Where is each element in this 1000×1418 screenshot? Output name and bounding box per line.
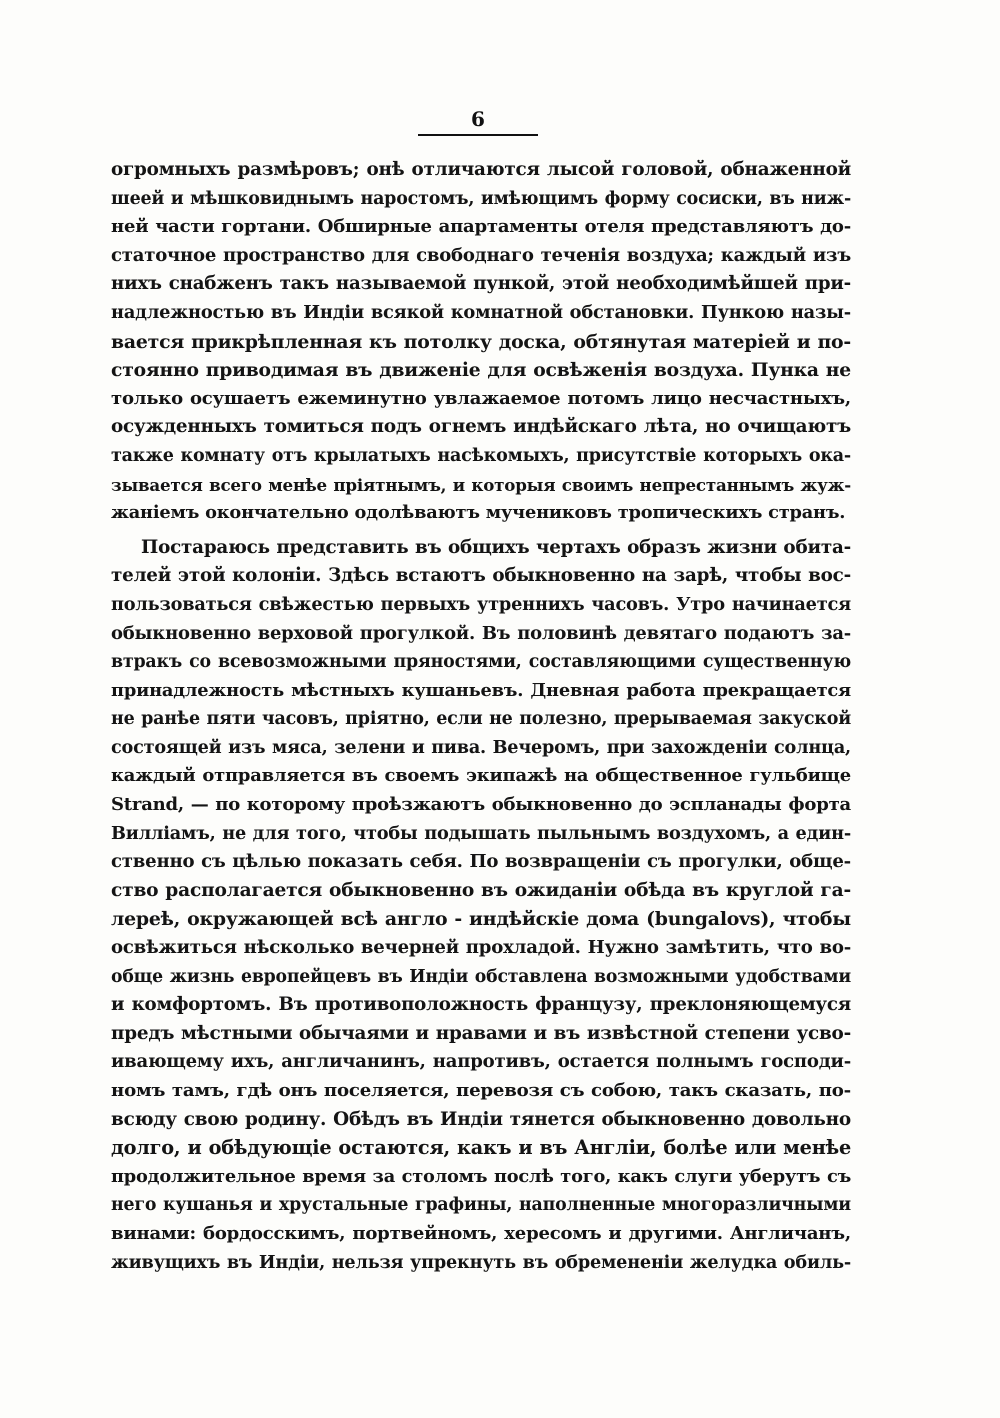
text-line: ивающему ихъ, англичанинъ, напротивъ, остается полнымъ господи- — [111, 1051, 851, 1073]
text-line: винами: бордосскимъ, портвейномъ, хересомъ и другими. Англичанъ, — [111, 1222, 851, 1244]
text-line: пользоваться свѣжестью первыхъ утреннихъ часовъ. Утро начинается — [111, 593, 851, 615]
text-line: освѣжиться нѣсколько вечерней прохладой. Нужно замѣтить, что во- — [111, 937, 851, 959]
text-line: жаніемъ окончательно одолѣваютъ мучениковъ тропическихъ странъ. — [111, 502, 846, 524]
paragraph-2 — [111, 534, 851, 1277]
text-line: огромныхъ размѣровъ; онѣ отличаются лысой головой, обнаженной — [111, 159, 851, 180]
text-line: и комфортомъ. Въ противоположность французу, преклоняющемуся — [111, 994, 851, 1016]
body-text — [111, 156, 851, 1277]
text-line: обще жизнь европейцевъ въ Индіи обставлена возможными удобствами — [111, 966, 851, 987]
text-line: обыкновенно верховой прогулкой. Въ половинѣ девятаго подаютъ за- — [111, 622, 851, 644]
text-line: статочное пространство для свободнаго теченія воздуха; каждый изъ — [111, 244, 851, 266]
text-line: только осушаетъ ежеминутно увлажаемое потомъ лицо несчастныхъ, — [111, 387, 851, 409]
header-rule — [418, 134, 538, 136]
text-line: номъ тамъ, гдѣ онъ поселяется, перевозя съ собою, такъ сказать, по- — [111, 1080, 851, 1101]
text-line: каждый отправляется въ своемъ экипажѣ на общественное гульбище — [111, 765, 851, 787]
text-line: лереѣ, окружающей всѣ англо - индѣйскіе дома (bungalovs), чтобы — [111, 908, 851, 931]
text-line: осужденныхъ томиться подъ огнемъ индѣйскаго лѣта, но очищаютъ — [111, 416, 851, 438]
text-line: нихъ снабженъ такъ называемой пункой, этой необходимѣйшей при- — [111, 273, 851, 295]
text-line: стоянно приводимая въ движеніе для освѣженія воздуха. Пунка не — [111, 359, 851, 382]
text-line: шеей и мѣшковиднымъ наростомъ, имѣющимъ форму сосиски, въ ниж- — [111, 188, 851, 209]
text-line: него кушанья и хрустальные графины, наполненные многоразличными — [111, 1195, 851, 1216]
page-number: 6 — [471, 107, 485, 131]
text-line: всюду свою родину. Обѣдъ въ Индіи тянется обыкновенно довольно — [111, 1108, 851, 1130]
text-line: состоящей изъ мяса, зелени и пива. Вечеромъ, при захожденіи солнца, — [111, 736, 851, 758]
text-line: ственно съ цѣлью показать себя. По возвращеніи съ прогулки, обще- — [111, 851, 851, 873]
text-line: предъ мѣстными обычаями и нравами и въ извѣстной степени усво- — [111, 1022, 851, 1044]
text-line: Вилліамъ, не для того, чтобы подышать пыльнымъ воздухомъ, а един- — [111, 822, 851, 844]
text-line: ство располагается обыкновенно въ ожиданіи обѣда въ круглой га- — [111, 879, 851, 901]
text-line: надлежностью въ Индіи всякой комнатной обстановки. Пункою назы- — [111, 301, 851, 323]
text-line: Strand, — по которому проѣзжаютъ обыкновенно до эспланады форта — [111, 794, 851, 816]
page-header — [418, 106, 538, 136]
text-line: не ранѣе пяти часовъ, пріятно, если не полезно, прерываемая закуской — [111, 709, 851, 730]
text-line: телей этой колоніи. Здѣсь встаютъ обыкновенно на зарѣ, чтобы вос- — [111, 565, 851, 587]
text-line: также комнату отъ крылатыхъ насѣкомыхъ, присутствіе которыхъ ока- — [111, 445, 851, 466]
text-line: продолжительное время за столомъ послѣ того, какъ слуги уберутъ съ — [111, 1165, 851, 1187]
text-line: долго, и обѣдующіе остаются, какъ и въ Англіи, болѣе или менѣе — [111, 1136, 851, 1160]
text-line: живущихъ въ Индіи, нельзя упрекнуть въ обремененіи желудка обиль- — [111, 1251, 851, 1273]
text-line: вается прикрѣпленная къ потолку доска, обтянутая матеріей и по- — [111, 330, 851, 353]
text-line: ней части гортани. Обширные апартаменты отеля представляютъ до- — [111, 216, 851, 238]
text-line: зывается всего менѣе пріятнымъ, и которыя своимъ непрестаннымъ жуж- — [111, 474, 851, 495]
text-line: Постараюсь представить въ общихъ чертахъ образъ жизни обита- — [141, 536, 851, 558]
paragraph-1 — [111, 156, 851, 528]
text-line: втракъ со всевозможными пряностями, составляющими существенную — [111, 652, 851, 673]
text-line: принадлежность мѣстныхъ кушаньевъ. Дневная работа прекращается — [111, 679, 851, 701]
